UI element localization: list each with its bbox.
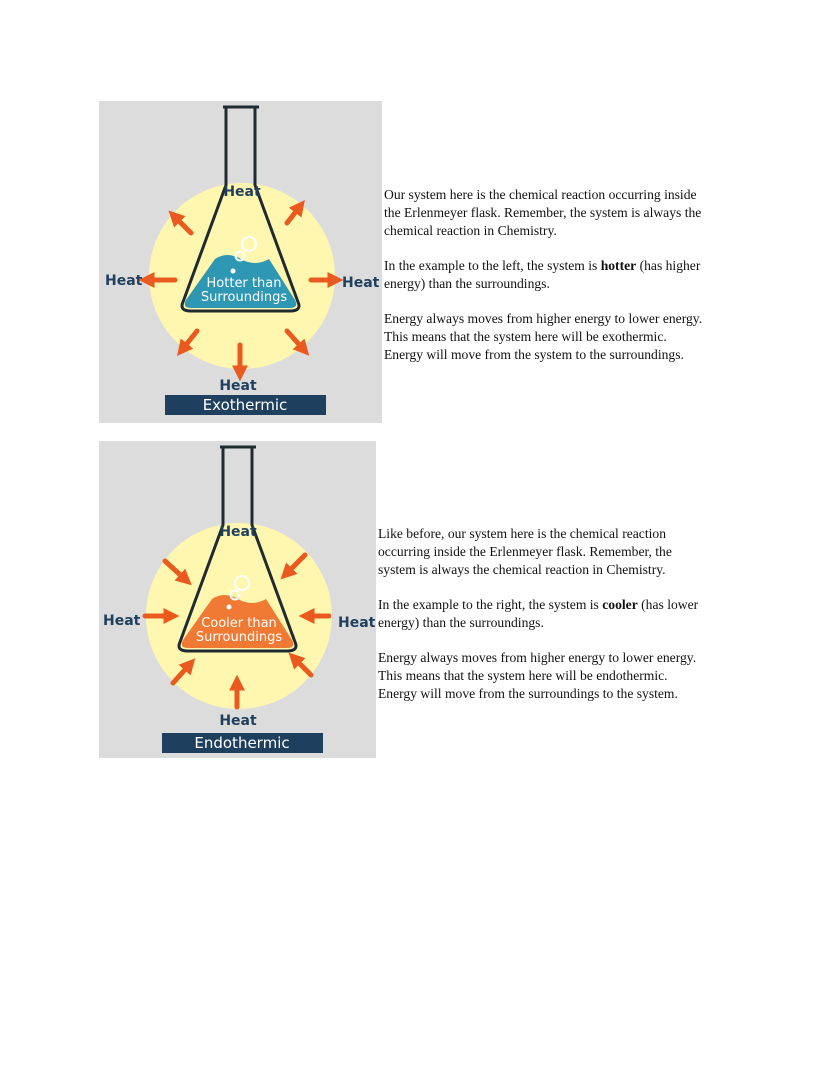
liquid-label-line1: Cooler than (201, 616, 277, 631)
heat-label-left: Heat (103, 613, 141, 629)
exothermic-diagram (99, 101, 382, 423)
paragraph: Energy always moves from higher energy to lower energy. This means that the system here will be endothermic. Energy will move from the surroundings to the system. (378, 650, 697, 701)
emphasis: hotter (600, 258, 637, 273)
exothermic-figure (99, 101, 382, 423)
endothermic-explanation (378, 525, 808, 720)
banner-exothermic: Exothermic (202, 396, 288, 414)
heat-label-right: Heat (342, 275, 380, 291)
liquid-label-line2: Surroundings (200, 290, 288, 305)
liquid-label-line2: Surroundings (195, 630, 283, 645)
bubble-icon (227, 605, 232, 610)
paragraph: Energy always moves from higher energy to lower energy. This means that the system here will be exothermic. Energy will move from the system to the surroundings. (384, 311, 703, 362)
paragraph: In the example to the left, the system is hotter (has higher energy) than the surroundings. (384, 258, 701, 291)
paragraph: Our system here is the chemical reaction occurring inside the Erlenmeyer flask. Remember, the system is always the chemical reaction in Chemistry. (384, 187, 702, 238)
endothermic-diagram (99, 441, 376, 758)
heat-label-right: Heat (338, 615, 376, 631)
paragraph: In the example to the right, the system is cooler (has lower energy) than the surroundings. (378, 597, 699, 630)
heat-label-bottom: Heat (219, 378, 257, 394)
banner-endothermic: Endothermic (194, 734, 290, 752)
heat-label-top: Heat (219, 524, 257, 540)
paragraph: Like before, our system here is the chemical reaction occurring inside the Erlenmeyer flask. Remember, the system is always the chemical reaction in Chemistry. (378, 526, 672, 577)
exothermic-explanation (384, 186, 804, 381)
liquid-label-line1: Hotter than (206, 276, 282, 291)
heat-label-left: Heat (105, 273, 143, 289)
heat-label-top: Heat (223, 184, 261, 200)
heat-label-bottom: Heat (219, 713, 257, 729)
bubble-icon (231, 269, 236, 274)
emphasis: cooler (602, 597, 638, 612)
endothermic-figure (99, 441, 376, 758)
